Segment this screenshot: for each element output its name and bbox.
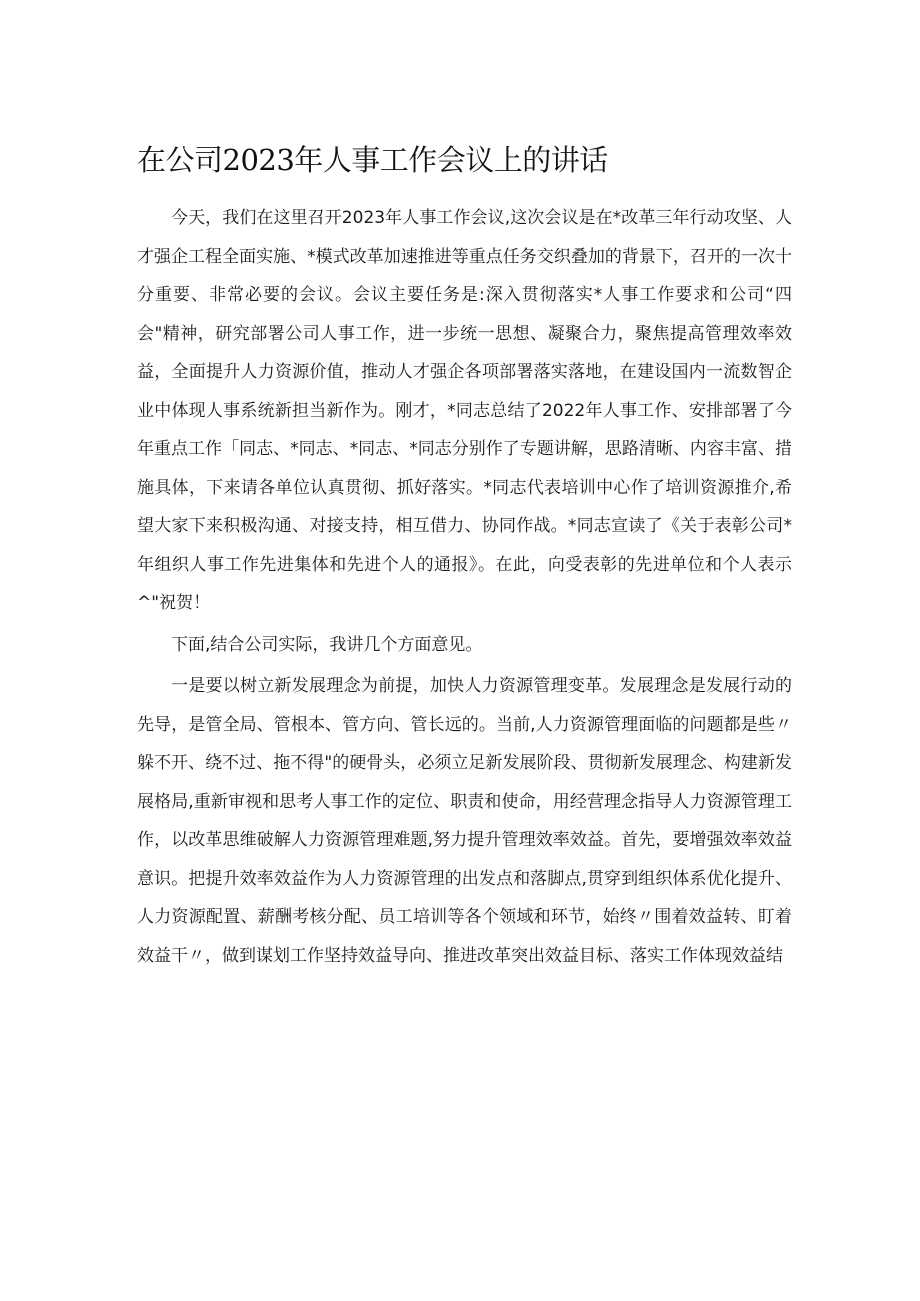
document-body	[137, 199, 792, 975]
body-paragraph-transition: 下面,结合公司实际，我讲几个方面意见。	[171, 634, 483, 655]
body-paragraph-opening: 今天，我们在这里召开2023年人事工作会议,这次会议是在*改革三年行动攻坚、人才强企工程全面实施、*模式改革加速推进等重点任务交织叠加的背景下，召开的一次十分重要、非常必要的会议。会议主要任务是:深入贯彻落实*人事工作要求和公司“四会"精神，研究部署公司人事工作，进一步统一思想、凝聚合力，聚焦提高管理效率效益，全面提升人力资源价值，推动人才强企各项部署落实落地，在建设国内一流数智企业中体现人事系统新担当新作为。刚才，*同志总结了2022年人事工作、安排部署了今年重点工作「同志、*同志、*同志、*同志分别作了专题讲解，思路清晰、内容丰富、措施具体，下来请各单位认真贯彻、抓好落实。*同志代表培训中心作了培训资源推介,希望大家下来积极沟通、对接支持，相互借力、协同作战。*同志宣读了《关于表彰公司*年组织人事工作先进集体和先进个人的通报》。在此，向受表彰的先进单位和个人表示^"祝贺！	[137, 208, 792, 613]
document-title: 在公司2023年人事工作会议上的讲话	[137, 143, 608, 177]
body-paragraph-point-one: 一是要以树立新发展理念为前提，加快人力资源管理变革。发展理念是发展行动的先导，是管全局、管根本、管方向、管长远的。当前,人力资源管理面临的问题都是些〃躲不开、绕不过、拖不得"的硬骨头，必须立足新发展阶段、贯彻新发展理念、构建新发展格局,重新审视和思考人事工作的定位、职责和使命，用经营理念指导人力资源管理工作，以改革思维破解人力资源管理难题,努力提升管理效率效益。首先，要增强效率效益意识。把提升效率效益作为人力资源管理的出发点和落脚点,贯穿到组织体系优化提升、人力资源配置、薪酬考核分配、员工培训等各个领域和环节，始终〃围着效益转、盯着效益干〃，做到谋划工作坚持效益导向、推进改革突出效益目标、落实工作体现效益结	[137, 676, 792, 966]
